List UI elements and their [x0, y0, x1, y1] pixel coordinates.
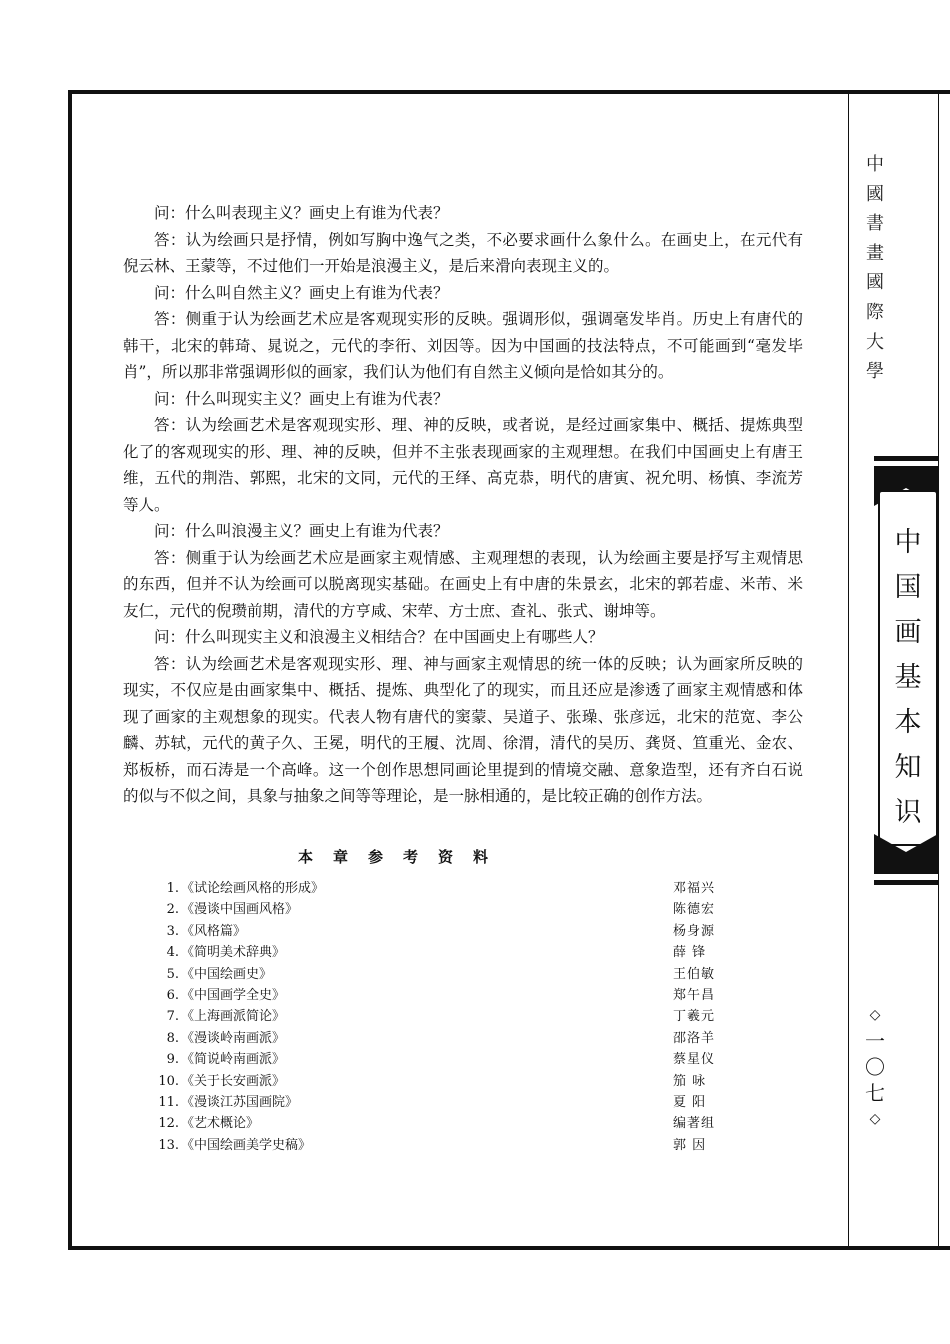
reference-number: 13.: [158, 1137, 179, 1153]
reference-author: 陈德宏: [673, 902, 716, 918]
page-number-char: 一: [865, 1029, 885, 1053]
question-paragraph: 问：什么叫现实主义？画史上有谁为代表？: [154, 389, 449, 408]
reference-item: [155, 1092, 735, 1113]
reference-author: 郭 因: [673, 1137, 707, 1153]
school-name-char: 畫: [866, 242, 884, 264]
reference-item: [155, 964, 735, 985]
book-title-char: 画: [894, 617, 922, 648]
page-number-char: 七: [865, 1081, 885, 1105]
school-name: [862, 150, 888, 387]
reference-item: [155, 985, 735, 1006]
reference-title: 《风格篇》: [181, 923, 247, 939]
reference-number: 9.: [166, 1052, 179, 1068]
reference-item: [155, 1006, 735, 1027]
banner-rule-top: [874, 456, 938, 461]
school-name-char: 國: [866, 272, 884, 294]
reference-author: 蔡星仪: [673, 1052, 716, 1068]
question-paragraph: 问：什么叫自然主义？画史上有谁为代表？: [154, 283, 449, 302]
answer-paragraph: 答：侧重于认为绘画艺术应是客观现实形的反映。强调形似，强调毫发毕肖。历史上有唐代的韩干，北宋的韩琦、晁说之，元代的李衎、刘因等。因为中国画的技法特点，不可能画到“毫发毕肖”，所以那非常强调形似的画家，我们认为他们有自然主义倾向是恰如其分的。: [123, 310, 803, 381]
reference-number: 2.: [166, 902, 179, 918]
reference-author: 编著组: [673, 1116, 716, 1132]
answer-paragraph: 答：认为绘画只是抒情，例如写胸中逸气之类，不必要求画什么象什么。在画史上，在元代有倪云林、王蒙等，不过他们一开始是浪漫主义，是后来滑向表现主义的。: [123, 230, 803, 275]
banner-cap-bottom-icon: [874, 834, 938, 878]
reference-item: [155, 942, 735, 963]
banner-rule-bottom: [874, 880, 938, 885]
school-name-char: 際: [866, 301, 884, 323]
page-number-char: 〇: [865, 1055, 885, 1079]
answer-paragraph: 答：认为绘画艺术是客观现实形、理、神的反映，或者说，是经过画家集中、概括、提炼典型化了的客观现实的形、理、神的反映，但并不主张表现画家的主观理想。在我们中国画史上有唐王维，五代的荆浩、郭熙，北宋的文同，元代的王绎、高克恭，明代的唐寅、祝允明、杨慎、李流芳等人。: [123, 416, 803, 514]
answer-paragraph: 答：认为绘画艺术是客观现实形、理、神与画家主观情思的统一体的反映；认为画家所反映的现实，不仅应是由画家集中、概括、提炼、典型化了的现实，而且还应是渗透了画家主观情感和体现了画家的主观想象的现实。代表人物有唐代的窦蒙、吴道子、张璪、张彦远，北宋的范宽、李公麟、苏轼，元代的黄子久、王冕，明代的王履、沈周、徐渭，清代的吴历、龚贤、笪重光、金农、郑板桥，而石涛是一个高峰。这一个创作思想同画论里提到的情境交融、意象造型，还有齐白石说的似与不似之间，具象与抽象之间等等理论，是一脉相通的，是比较正确的创作方法。: [123, 654, 803, 805]
question-paragraph: 问：什么叫表现主义？画史上有谁为代表？: [154, 204, 449, 222]
reference-item: [155, 1071, 735, 1092]
reference-number: 1.: [166, 881, 179, 896]
reference-author: 丁羲元: [673, 1009, 716, 1025]
reference-title: 《中国画学全史》: [181, 987, 286, 1003]
reference-author: 邵洛羊: [673, 1030, 716, 1046]
reference-author: 郑午昌: [673, 987, 716, 1003]
page-frame-left: [68, 90, 72, 1250]
school-name-char: 中: [866, 154, 884, 175]
school-name-char: 書: [866, 213, 884, 235]
diamond-icon: ◇: [869, 1007, 881, 1023]
book-title-char: 知: [894, 752, 922, 783]
reference-author: 邓福兴: [673, 881, 716, 896]
reference-title: 《上海画派简论》: [181, 1009, 286, 1025]
reference-author: 笳 咏: [673, 1073, 707, 1089]
reference-item: [155, 1113, 735, 1134]
book-title: [880, 520, 936, 835]
reference-title: 《中国绘画史》: [181, 966, 273, 982]
school-name-char: 學: [866, 361, 884, 383]
margin-rule-outer: [938, 94, 939, 1246]
reference-title: 《艺术概论》: [181, 1116, 260, 1132]
reference-item: [155, 899, 735, 920]
question-paragraph: 问：什么叫浪漫主义？画史上有谁为代表？: [154, 522, 449, 540]
reference-number: 3.: [166, 923, 179, 939]
reference-item: [155, 878, 735, 899]
school-name-char: 國: [866, 183, 884, 205]
reference-title: 《试论绘画风格的形成》: [181, 881, 325, 896]
question-paragraph: 问：什么叫现实主义和浪漫主义相结合？在中国画史上有哪些人？: [154, 628, 604, 646]
answer-paragraph: 答：侧重于认为绘画艺术应是画家主观情感、主观理想的表现，认为绘画主要是抒写主观情思的东西，但并不认为绘画可以脱离现实基础。在画史上有中唐的朱景玄，北宋的郭若虚、米芾、米友仁，元代的倪瓒前期，清代的方亨咸、宋荦、方士庶、查礼、张式、谢坤等。: [123, 548, 803, 620]
reference-title: 《简明美术辞典》: [181, 945, 286, 961]
reference-number: 5.: [166, 966, 179, 982]
reference-title: 《漫谈江苏国画院》: [181, 1094, 299, 1110]
body-text: [123, 200, 803, 810]
diamond-icon: ◇: [869, 1111, 881, 1127]
references-list: [155, 878, 735, 1156]
reference-author: 薛 锋: [673, 945, 707, 961]
reference-number: 12.: [158, 1116, 179, 1132]
reference-title: 《漫谈岭南画派》: [181, 1030, 286, 1046]
reference-title: 《关于长安画派》: [181, 1073, 286, 1089]
reference-item: [155, 921, 735, 942]
reference-number: 10.: [158, 1073, 179, 1089]
reference-number: 4.: [166, 945, 179, 961]
reference-item: [155, 1049, 735, 1070]
reference-item: [155, 1028, 735, 1049]
reference-number: 6.: [166, 987, 179, 1003]
reference-title: 《简说岭南画派》: [181, 1052, 286, 1068]
page-number: [862, 1002, 888, 1132]
reference-author: 杨身源: [673, 923, 716, 939]
margin-rule: [848, 94, 849, 1246]
page-frame-top: [68, 90, 950, 94]
reference-number: 11.: [158, 1094, 179, 1110]
school-name-char: 大: [866, 331, 884, 353]
book-title-char: 本: [894, 707, 922, 738]
reference-title: 《中国绘画美学史稿》: [181, 1137, 312, 1153]
references-heading: 本章参考资料: [297, 848, 508, 866]
reference-author: 夏 阳: [673, 1094, 707, 1110]
reference-title: 《漫谈中国画风格》: [181, 902, 299, 918]
page-frame-bottom: [68, 1246, 950, 1250]
book-title-char: 识: [894, 797, 922, 828]
reference-number: 8.: [166, 1030, 179, 1046]
book-title-char: 国: [894, 572, 922, 603]
reference-author: 王伯敏: [673, 966, 716, 982]
reference-item: [155, 1135, 735, 1156]
book-title-char: 基: [894, 662, 922, 693]
book-title-char: 中: [894, 527, 922, 558]
reference-number: 7.: [166, 1009, 179, 1025]
